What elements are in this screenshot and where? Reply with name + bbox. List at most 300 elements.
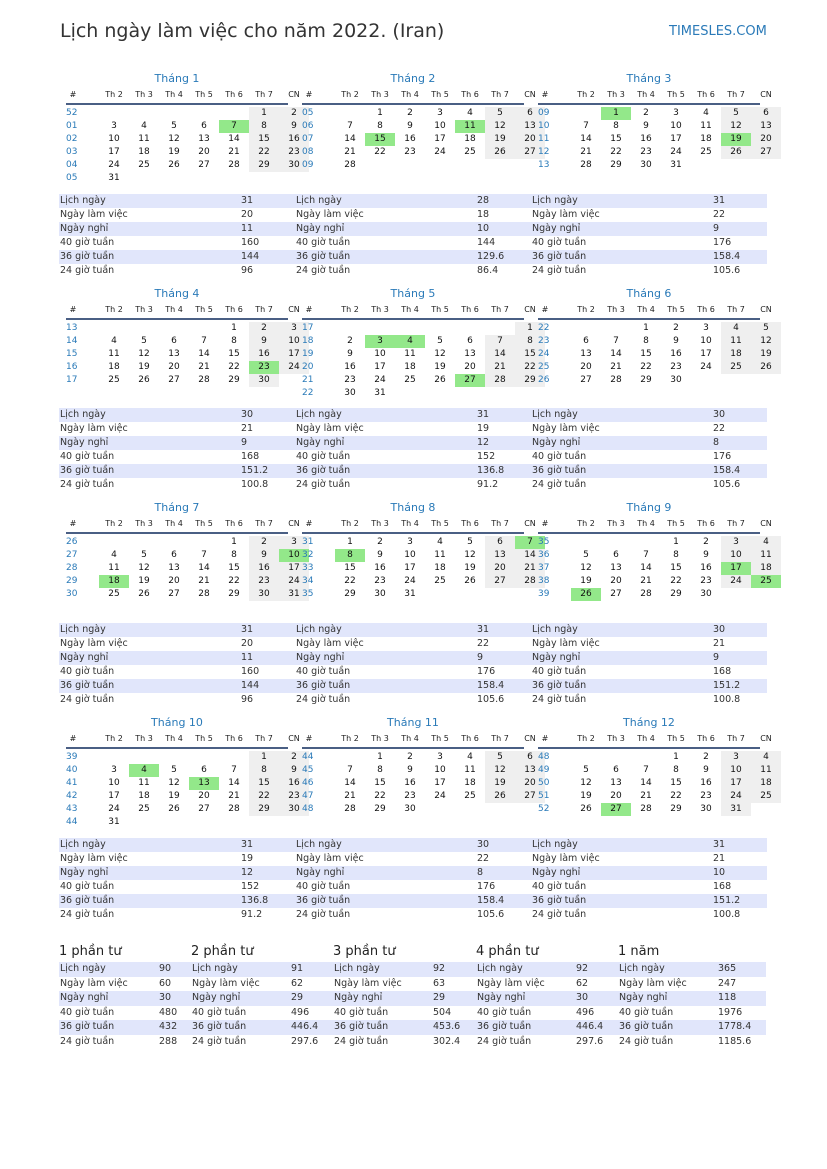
day-cell: 31 — [108, 817, 120, 827]
stats-row — [531, 623, 767, 637]
day-cell: 22 — [228, 362, 240, 372]
stats-label: 24 giờ tuần — [532, 694, 587, 705]
day-cell: 31 — [279, 588, 309, 601]
day-cell: 19 — [168, 147, 180, 157]
day-cell: 14 — [344, 134, 356, 144]
day-cell: 9 — [279, 764, 309, 777]
day-cell: 23 — [249, 361, 279, 374]
weekday-header: Th 7 — [491, 305, 509, 314]
stats-label: Ngày làm việc — [60, 423, 128, 434]
summary-row — [618, 977, 766, 992]
day-cell: 8 — [249, 764, 279, 777]
stats-row — [531, 194, 767, 208]
weekday-header: Th 6 — [697, 90, 715, 99]
day-cell: 5 — [485, 751, 515, 764]
summary-label: 24 giờ tuần — [60, 1036, 115, 1047]
day-cell: 11 — [138, 134, 150, 144]
summary-row — [618, 1035, 766, 1050]
day-cell: 5 — [583, 765, 589, 775]
day-cell: 31 — [108, 173, 120, 183]
day-cell: 1 — [347, 537, 353, 547]
day-cell: 24 — [721, 790, 751, 803]
day-cell: 30 — [279, 159, 309, 172]
stats-row — [531, 693, 767, 707]
stats-row — [531, 208, 767, 222]
summary-label: 40 giờ tuần — [477, 1006, 532, 1018]
week-number: 47 — [302, 791, 314, 801]
day-cell: 24 — [279, 575, 309, 588]
stats-value: 105.6 — [713, 479, 741, 490]
day-cell: 6 — [515, 751, 545, 764]
day-cell: 29 — [670, 589, 682, 599]
stats-row — [295, 894, 531, 908]
stats-row — [531, 908, 767, 922]
week-number: 09 — [538, 108, 550, 118]
day-cell: 23 — [640, 147, 652, 157]
stats-row — [59, 222, 295, 236]
weekday-header: Th 3 — [135, 734, 153, 743]
day-cell: 4 — [703, 108, 709, 118]
day-cell: 8 — [335, 549, 365, 562]
day-cell: 12 — [168, 134, 180, 144]
day-cell: 8 — [613, 121, 619, 131]
weekday-header: Th 5 — [667, 734, 685, 743]
stats-row — [59, 450, 295, 464]
summary-label: 36 giờ tuần — [192, 1021, 247, 1033]
weekday-header: Th 4 — [637, 519, 655, 528]
weekday-header: CN — [760, 734, 772, 743]
day-cell: 28 — [344, 160, 356, 170]
day-cell: 16 — [404, 134, 416, 144]
day-cell: 18 — [108, 362, 120, 372]
stats-label: Lịch ngày — [60, 409, 106, 420]
day-cell: 3 — [279, 322, 309, 335]
week-number-header: # — [305, 90, 313, 99]
summary-label: 36 giờ tuần — [60, 1021, 115, 1033]
day-cell: 17 — [108, 147, 120, 157]
weekday-header: CN — [524, 305, 536, 314]
day-cell: 14 — [640, 563, 652, 573]
day-cell: 14 — [580, 134, 592, 144]
stats-label: Lịch ngày — [60, 195, 106, 206]
stats-value: 144 — [241, 680, 260, 691]
day-cell: 9 — [279, 120, 309, 133]
day-cell: 5 — [141, 550, 147, 560]
day-cell: 25 — [751, 575, 781, 588]
summary-value: 60 — [159, 977, 172, 989]
day-cell: 10 — [434, 121, 446, 131]
day-cell: 21 — [344, 791, 356, 801]
day-cell: 30 — [670, 375, 682, 385]
stats-value: 9 — [713, 223, 720, 234]
day-cell: 26 — [138, 589, 150, 599]
day-cell: 20 — [198, 147, 210, 157]
summary-row — [476, 1035, 624, 1050]
day-cell: 3 — [673, 108, 679, 118]
day-cell: 6 — [515, 107, 545, 120]
summary-title: 2 phần tư — [191, 944, 254, 959]
stats-label: Lịch ngày — [60, 624, 106, 635]
weekday-header: Th 5 — [667, 519, 685, 528]
weekday-header: Th 4 — [637, 305, 655, 314]
week-number: 11 — [538, 134, 550, 144]
stats-value: 18 — [477, 209, 490, 220]
day-cell: 5 — [141, 336, 147, 346]
stats-label: Ngày làm việc — [60, 209, 128, 220]
stats-value: 22 — [477, 638, 490, 649]
stats-label: Lịch ngày — [532, 839, 578, 850]
stats-value: 158.4 — [713, 251, 741, 262]
day-cell: 18 — [99, 575, 129, 588]
stats-row — [295, 264, 531, 278]
summary-value: 453.6 — [433, 1021, 461, 1033]
day-cell: 7 — [347, 765, 353, 775]
day-cell: 26 — [571, 588, 601, 601]
stats-value: 8 — [713, 437, 720, 448]
summary-label: Ngày nghỉ — [619, 992, 668, 1004]
day-cell: 9 — [703, 550, 709, 560]
stats-row — [295, 222, 531, 236]
day-cell: 15 — [249, 133, 279, 146]
day-cell: 8 — [231, 550, 237, 560]
week-number: 35 — [538, 537, 550, 547]
week-number: 39 — [66, 752, 78, 762]
stats-value: 10 — [477, 223, 490, 234]
weekday-header: CN — [288, 90, 300, 99]
header-divider — [302, 532, 524, 534]
week-number: 36 — [538, 550, 550, 560]
day-cell: 26 — [580, 804, 592, 814]
day-cell: 28 — [610, 375, 622, 385]
day-cell: 19 — [580, 791, 592, 801]
week-number: 12 — [538, 147, 550, 157]
week-number: 32 — [302, 550, 314, 560]
day-cell: 14 — [515, 549, 545, 562]
week-number: 45 — [302, 765, 314, 775]
day-cell: 21 — [228, 791, 240, 801]
page-title: Lịch ngày làm việc cho năm 2022. (Iran) — [60, 20, 445, 42]
day-cell: 18 — [751, 562, 781, 575]
stats-label: 36 giờ tuần — [296, 465, 351, 476]
day-cell: 16 — [279, 133, 309, 146]
day-cell: 22 — [249, 790, 279, 803]
week-number: 05 — [66, 173, 78, 183]
day-cell: 31 — [404, 589, 416, 599]
stats-row — [59, 908, 295, 922]
day-cell: 21 — [515, 562, 545, 575]
day-cell: 28 — [198, 589, 210, 599]
day-cell: 6 — [751, 107, 781, 120]
day-cell: 19 — [168, 791, 180, 801]
week-number: 41 — [66, 778, 78, 788]
day-cell: 2 — [377, 537, 383, 547]
summary-value: 480 — [159, 1006, 178, 1018]
stats-label: Ngày nghỉ — [60, 652, 109, 663]
stats-row — [59, 894, 295, 908]
summary-label: 36 giờ tuần — [334, 1021, 389, 1033]
summary-row — [333, 1006, 481, 1021]
day-cell: 19 — [485, 133, 515, 146]
weekday-header: Th 4 — [637, 734, 655, 743]
day-cell: 6 — [467, 336, 473, 346]
weekday-header: Th 6 — [225, 90, 243, 99]
day-cell: 6 — [583, 336, 589, 346]
summary-label: Lịch ngày — [477, 963, 523, 974]
stats-value: 22 — [713, 209, 726, 220]
day-cell: 5 — [751, 322, 781, 335]
day-cell: 9 — [703, 765, 709, 775]
stats-label: 36 giờ tuần — [296, 251, 351, 262]
day-cell: 10 — [670, 121, 682, 131]
stats-row — [295, 880, 531, 894]
day-cell: 25 — [721, 361, 751, 374]
week-number: 09 — [302, 160, 314, 170]
week-number: 17 — [302, 323, 314, 333]
summary-row — [191, 991, 339, 1006]
day-cell: 19 — [138, 576, 150, 586]
summary-row — [191, 1006, 339, 1021]
day-cell: 17 — [279, 562, 309, 575]
weekday-header: Th 7 — [491, 519, 509, 528]
day-cell: 28 — [640, 804, 652, 814]
day-cell: 11 — [108, 563, 120, 573]
day-cell: 3 — [721, 536, 751, 549]
stats-label: 40 giờ tuần — [532, 451, 587, 462]
summary-value: 63 — [433, 977, 446, 989]
day-cell: 30 — [249, 588, 279, 601]
summary-row — [333, 1020, 481, 1035]
weekday-header: Th 2 — [341, 519, 359, 528]
weekday-header: Th 6 — [697, 305, 715, 314]
summary-row — [191, 977, 339, 992]
stats-label: 24 giờ tuần — [296, 909, 351, 920]
stats-value: 19 — [477, 423, 490, 434]
weekday-header: Th 3 — [371, 90, 389, 99]
weekday-header: Th 3 — [607, 519, 625, 528]
stats-value: 91.2 — [241, 909, 263, 920]
day-cell: 1 — [231, 323, 237, 333]
day-cell: 24 — [279, 361, 309, 374]
summary-label: Ngày làm việc — [477, 977, 545, 989]
day-cell: 11 — [700, 121, 712, 131]
stats-value: 20 — [241, 209, 254, 220]
day-cell: 11 — [108, 349, 120, 359]
day-cell: 23 — [670, 362, 682, 372]
stats-row — [59, 264, 295, 278]
day-cell: 10 — [700, 336, 712, 346]
day-cell: 30 — [700, 589, 712, 599]
stats-value: 21 — [713, 638, 726, 649]
week-number-header: # — [305, 734, 313, 743]
day-cell: 17 — [279, 348, 309, 361]
weekday-header: Th 3 — [135, 519, 153, 528]
day-cell: 18 — [700, 134, 712, 144]
week-number: 44 — [66, 817, 78, 827]
day-cell: 11 — [404, 349, 416, 359]
stats-row — [59, 679, 295, 693]
summary-label: Ngày làm việc — [192, 977, 260, 989]
weekday-header: Th 2 — [577, 305, 595, 314]
weekday-header: Th 7 — [727, 519, 745, 528]
day-cell: 23 — [700, 576, 712, 586]
summary-row — [618, 1020, 766, 1035]
stats-row — [295, 838, 531, 852]
weekday-header: Th 2 — [577, 90, 595, 99]
stats-row — [59, 464, 295, 478]
week-number: 34 — [302, 576, 314, 586]
day-cell: 16 — [640, 134, 652, 144]
day-cell: 29 — [374, 804, 386, 814]
day-cell: 26 — [485, 146, 515, 159]
week-number-header: # — [541, 734, 549, 743]
stats-value: 152 — [241, 881, 260, 892]
summary-row — [59, 1006, 207, 1021]
stats-value: 168 — [713, 666, 732, 677]
week-number: 13 — [538, 160, 550, 170]
stats-value: 22 — [477, 853, 490, 864]
stats-value: 9 — [241, 437, 248, 448]
day-cell: 28 — [485, 374, 515, 387]
summary-row — [333, 962, 481, 977]
day-cell: 22 — [640, 362, 652, 372]
day-cell: 11 — [751, 549, 781, 562]
day-cell: 24 — [700, 362, 712, 372]
stats-value: 20 — [241, 638, 254, 649]
week-number-header: # — [541, 90, 549, 99]
stats-value: 9 — [713, 652, 720, 663]
summary-row — [191, 1035, 339, 1050]
day-cell: 22 — [228, 576, 240, 586]
week-number-header: # — [305, 305, 313, 314]
stats-value: 151.2 — [241, 465, 269, 476]
weekday-header: Th 4 — [165, 734, 183, 743]
day-cell: 15 — [610, 134, 622, 144]
stats-row — [531, 651, 767, 665]
week-number: 04 — [66, 160, 78, 170]
day-cell: 3 — [437, 108, 443, 118]
stats-label: 40 giờ tuần — [532, 237, 587, 248]
stats-row — [531, 408, 767, 422]
stats-value: 28 — [477, 195, 490, 206]
month-title: Tháng 12 — [623, 716, 675, 729]
day-cell: 30 — [279, 803, 309, 816]
summary-label: 36 giờ tuần — [619, 1021, 674, 1033]
month-title: Tháng 2 — [390, 72, 436, 85]
day-cell: 30 — [344, 388, 356, 398]
day-cell: 13 — [168, 349, 180, 359]
summary-value: 29 — [433, 992, 446, 1004]
stats-label: Ngày làm việc — [296, 209, 364, 220]
stats-row — [531, 679, 767, 693]
day-cell: 16 — [249, 348, 279, 361]
weekday-header: Th 7 — [255, 90, 273, 99]
summary-row — [618, 962, 766, 977]
day-cell: 3 — [365, 335, 395, 348]
stats-value: 10 — [713, 867, 726, 878]
stats-row — [531, 894, 767, 908]
stats-value: 144 — [477, 237, 496, 248]
summary-value: 432 — [159, 1021, 178, 1033]
stats-row — [59, 408, 295, 422]
day-cell: 12 — [580, 778, 592, 788]
weekday-header: Th 4 — [165, 519, 183, 528]
day-cell: 26 — [168, 804, 180, 814]
day-cell: 15 — [344, 563, 356, 573]
stats-row — [59, 208, 295, 222]
weekday-header: Th 6 — [461, 519, 479, 528]
summary-value: 62 — [576, 977, 589, 989]
day-cell: 17 — [434, 134, 446, 144]
day-cell: 25 — [434, 576, 446, 586]
stats-label: Lịch ngày — [296, 409, 342, 420]
summary-value: 62 — [291, 977, 304, 989]
weekday-header: CN — [288, 305, 300, 314]
summary-label: 24 giờ tuần — [619, 1036, 674, 1047]
stats-value: 86.4 — [477, 265, 499, 276]
stats-label: 24 giờ tuần — [60, 265, 115, 276]
day-cell: 29 — [515, 374, 545, 387]
header-divider — [66, 318, 288, 320]
day-cell: 16 — [279, 777, 309, 790]
day-cell: 5 — [467, 537, 473, 547]
day-cell: 6 — [485, 536, 515, 549]
week-number: 30 — [66, 589, 78, 599]
weekday-header: CN — [760, 519, 772, 528]
day-cell: 13 — [610, 778, 622, 788]
stats-row — [295, 408, 531, 422]
day-cell: 4 — [111, 550, 117, 560]
stats-row — [295, 852, 531, 866]
summary-row — [59, 977, 207, 992]
day-cell: 3 — [437, 752, 443, 762]
site-link[interactable]: TIMESLES.COM — [669, 24, 767, 39]
stats-row — [59, 693, 295, 707]
stats-label: Ngày làm việc — [296, 638, 364, 649]
day-cell: 8 — [377, 765, 383, 775]
day-cell: 26 — [434, 375, 446, 385]
weekday-header: Th 3 — [135, 305, 153, 314]
day-cell: 22 — [374, 147, 386, 157]
summary-value: 302.4 — [433, 1036, 461, 1047]
summary-value: 297.6 — [291, 1036, 319, 1047]
day-cell: 22 — [344, 576, 356, 586]
month-title: Tháng 1 — [154, 72, 200, 85]
day-cell: 20 — [515, 777, 545, 790]
stats-label: 24 giờ tuần — [532, 265, 587, 276]
month-title: Tháng 10 — [151, 716, 203, 729]
summary-row — [59, 962, 207, 977]
month-title: Tháng 9 — [626, 501, 672, 514]
weekday-header: Th 6 — [225, 305, 243, 314]
day-cell: 22 — [610, 147, 622, 157]
stats-row — [295, 908, 531, 922]
stats-label: Ngày nghỉ — [296, 652, 345, 663]
weekday-header: Th 5 — [431, 305, 449, 314]
summary-label: 24 giờ tuần — [192, 1036, 247, 1047]
day-cell: 14 — [640, 778, 652, 788]
day-cell: 4 — [111, 336, 117, 346]
stats-value: 31 — [477, 624, 490, 635]
summary-label: 40 giờ tuần — [619, 1006, 674, 1018]
day-cell: 4 — [751, 536, 781, 549]
day-cell: 20 — [168, 362, 180, 372]
summary-row — [191, 962, 339, 977]
day-cell: 17 — [434, 778, 446, 788]
weekday-header: Th 7 — [491, 90, 509, 99]
week-number: 17 — [66, 375, 78, 385]
weekday-header: Th 3 — [135, 90, 153, 99]
day-cell: 10 — [108, 778, 120, 788]
